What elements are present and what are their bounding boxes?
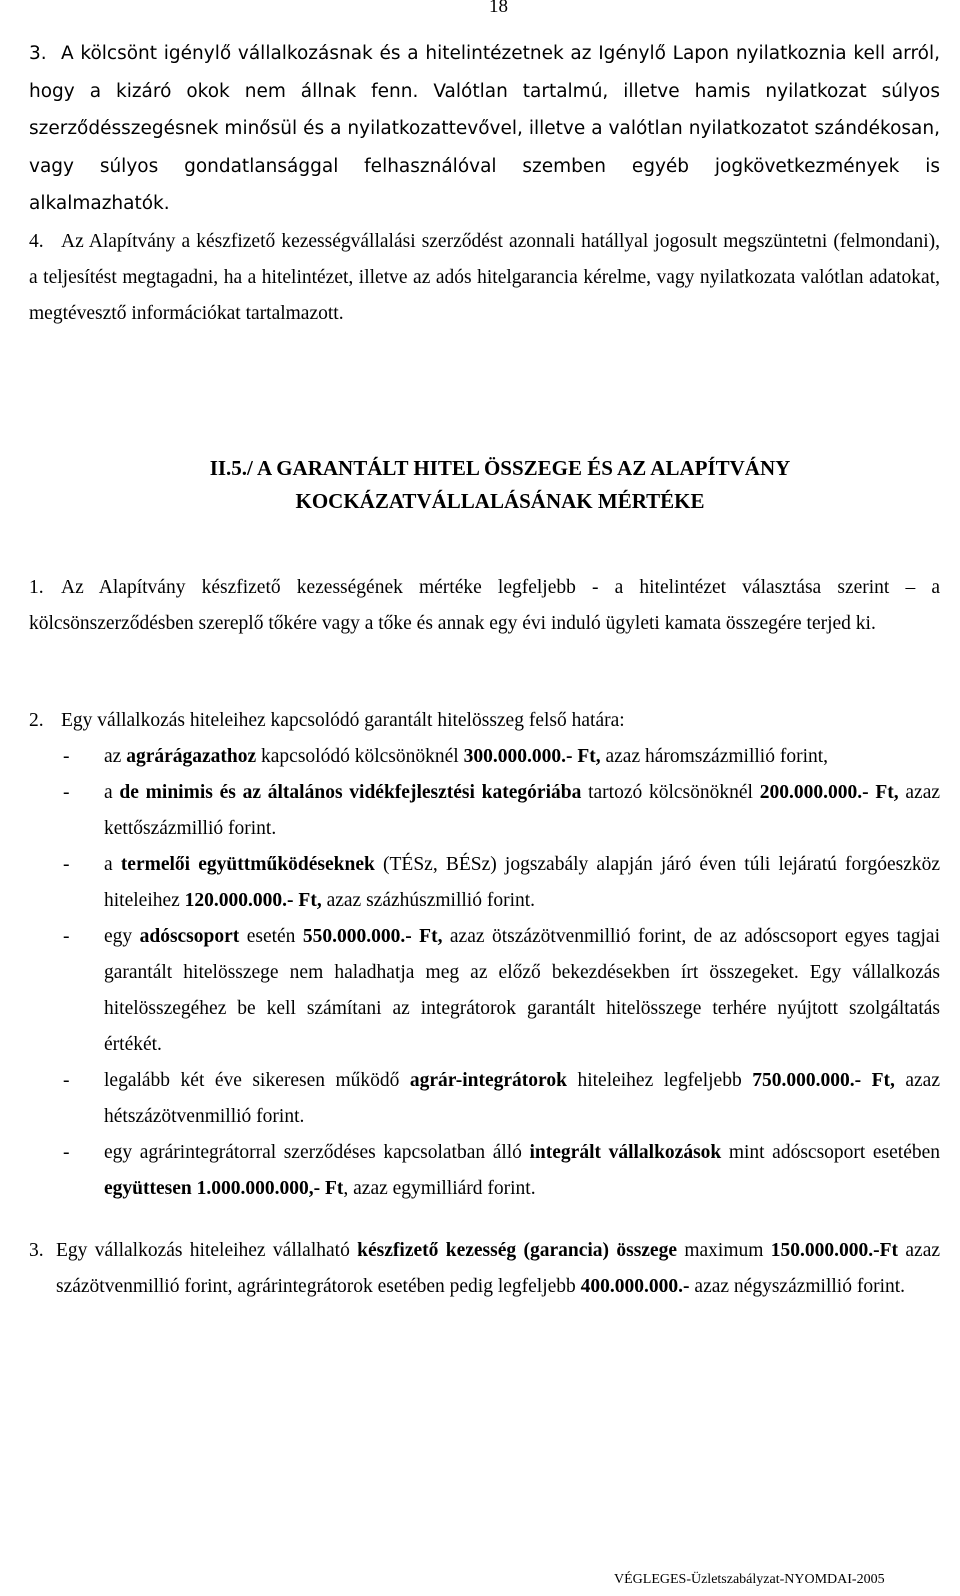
- paragraph-lead: Egy vállalkozás hiteleihez kapcsolódó garantált hitelösszeg felső határa:: [61, 710, 625, 731]
- bullet-dash: -: [63, 782, 70, 803]
- bold-run: készfizető kezesség (garancia) összege: [357, 1240, 677, 1261]
- text-run: az: [104, 746, 127, 767]
- bold-run: 550.000.000.- Ft,: [302, 926, 443, 947]
- text-run: azaz négyszázmillió forint.: [689, 1276, 906, 1297]
- bold-run: 200.000.000.- Ft,: [759, 782, 899, 803]
- text-run: azaz százötvenmillió forint, agrárintegrátorok esetében pedig legfeljebb: [56, 1240, 941, 1297]
- text-run: legalább két éve sikeresen működő: [104, 1070, 410, 1091]
- paragraph-3: [29, 35, 940, 223]
- list-item: [29, 847, 940, 919]
- list-item-text: [104, 847, 940, 919]
- page-footer: VÉGLEGES-Üzletszabályzat-NYOMDAI-2005: [614, 1572, 885, 1587]
- section-paragraph-2: [29, 703, 940, 739]
- list-item: [29, 739, 940, 775]
- text-run: Egy vállalkozás hiteleihez vállalható: [56, 1240, 358, 1261]
- heading-line-2: KOCKÁZATVÁLLALÁSÁNAK MÉRTÉKE: [295, 489, 705, 513]
- bold-run: 400.000.000.-: [580, 1276, 690, 1297]
- section-heading: [0, 452, 960, 518]
- bold-run: 120.000.000.- Ft,: [184, 890, 322, 911]
- text-run: a: [104, 854, 121, 875]
- heading-line-1: II.5./ A GARANTÁLT HITEL ÖSSZEGE ÉS AZ ALAPÍTVÁNY: [209, 456, 791, 480]
- bold-run: együttesen 1.000.000.000,- Ft: [104, 1178, 344, 1199]
- paragraph-number: 3.: [29, 43, 47, 64]
- paragraph-text: Az Alapítvány készfizető kezességének mértéke legfeljebb - a hitelintézet választása szerint – a kölcsönszerződésben szereplő tőkére vagy a tőke és annak egy évi induló ügyleti kamata összegére terjed ki.: [29, 577, 940, 634]
- paragraph-text: [29, 1233, 940, 1305]
- bullet-dash: -: [63, 1142, 70, 1163]
- text-run: egy: [104, 926, 140, 947]
- list-item: [29, 1063, 940, 1135]
- list-item-text: [104, 1135, 940, 1207]
- bullet-dash: -: [63, 854, 70, 875]
- paragraph-number: 3.: [29, 1240, 44, 1261]
- list-item: [29, 775, 940, 847]
- list-item: [29, 1135, 940, 1207]
- text-run: mint adóscsoport esetében: [721, 1142, 941, 1163]
- text-run: kapcsolódó kölcsönöknél: [256, 746, 464, 767]
- section-paragraph-3: [29, 1233, 940, 1305]
- page-number: 18: [489, 0, 508, 17]
- text-run: a: [104, 782, 120, 803]
- list-item-text: [104, 919, 940, 1063]
- text-run: , azaz egymilliárd forint.: [343, 1178, 536, 1199]
- text-run: egy agrárintegrátorral szerződéses kapcsolatban álló: [104, 1142, 530, 1163]
- bullet-dash: -: [63, 926, 70, 947]
- bold-run: 300.000.000.- Ft,: [463, 746, 601, 767]
- text-run: azaz ötszázötvenmillió forint, de az adóscsoport egyes tagjai garantált hitelösszege nem haladhatja meg az előző bekezdésekben írt összegeket. Egy vállalkozás hitelösszegéhez be kell számítani az integrátorok garantált hitelösszege terhére nyújtott szolgáltatás értékét.: [104, 926, 940, 1055]
- paragraph-text: Az Alapítvány a készfizető kezességvállalási szerződést azonnali hatállyal jogosult megszüntetni (felmondani), a teljesítést megtagadni, ha a hitelintézet, illetve az adós hitelgarancia kérelme, vagy nyilatkozata valótlan adatokat, megtévesztő információkat tartalmazott.: [29, 231, 940, 324]
- bullet-dash: -: [63, 746, 70, 767]
- list-item-text: [104, 1063, 940, 1135]
- bold-run: agrár-integrátorok: [409, 1070, 567, 1091]
- text-run: maximum: [677, 1240, 771, 1261]
- bold-run: de minimis és az általános vidékfejlesztési kategóriába: [119, 782, 582, 803]
- text-run: azaz háromszázmillió forint,: [600, 746, 829, 767]
- list-item-text: [104, 739, 940, 775]
- bold-run: termelői együttműködéseknek: [120, 854, 375, 875]
- paragraph-text: A kölcsönt igénylő vállalkozásnak és a hitelintézetnek az Igénylő Lapon nyilatkoznia kell arról, hogy a kizáró okok nem állnak fenn. Valótlan tartalmú, illetve hamis nyilatkozat súlyos szerződésszegésnek minősül és a nyilatkozattevővel, illetve a valótlan nyilatkozatot szándékosan, vagy súlyos gondatlansággal felhasználóval szemben egyéb jogkövetkezmények is alkalmazhatók.: [29, 43, 940, 214]
- text-run: azaz hétszázötvenmillió forint.: [104, 1070, 940, 1127]
- bold-run: 150.000.000.-Ft: [770, 1240, 899, 1261]
- bold-run: adóscsoport: [139, 926, 240, 947]
- bullet-dash: -: [63, 1070, 70, 1091]
- paragraph-number: 4.: [29, 231, 44, 252]
- bullet-list: [29, 739, 940, 1207]
- paragraph-number: 2.: [29, 710, 44, 731]
- bold-run: integrált vállalkozások: [529, 1142, 722, 1163]
- bold-run: agrárágazathoz: [126, 746, 257, 767]
- bold-run: 750.000.000.- Ft,: [752, 1070, 895, 1091]
- section-paragraph-1: [29, 570, 940, 642]
- list-item-text: [104, 775, 940, 847]
- paragraph-4: [29, 224, 940, 332]
- text-run: esetén: [239, 926, 303, 947]
- text-run: azaz kettőszázmillió forint.: [104, 782, 941, 839]
- paragraph-number: 1.: [29, 577, 44, 598]
- text-run: (TÉSz, BÉSz) jogszabály alapján járó éven túli lejáratú forgóeszköz hiteleihez: [104, 854, 940, 911]
- text-run: tartozó kölcsönöknél: [581, 782, 760, 803]
- text-run: azaz százhúszmillió forint.: [321, 890, 536, 911]
- text-run: hiteleihez legfeljebb: [566, 1070, 753, 1091]
- list-item: [29, 919, 940, 1063]
